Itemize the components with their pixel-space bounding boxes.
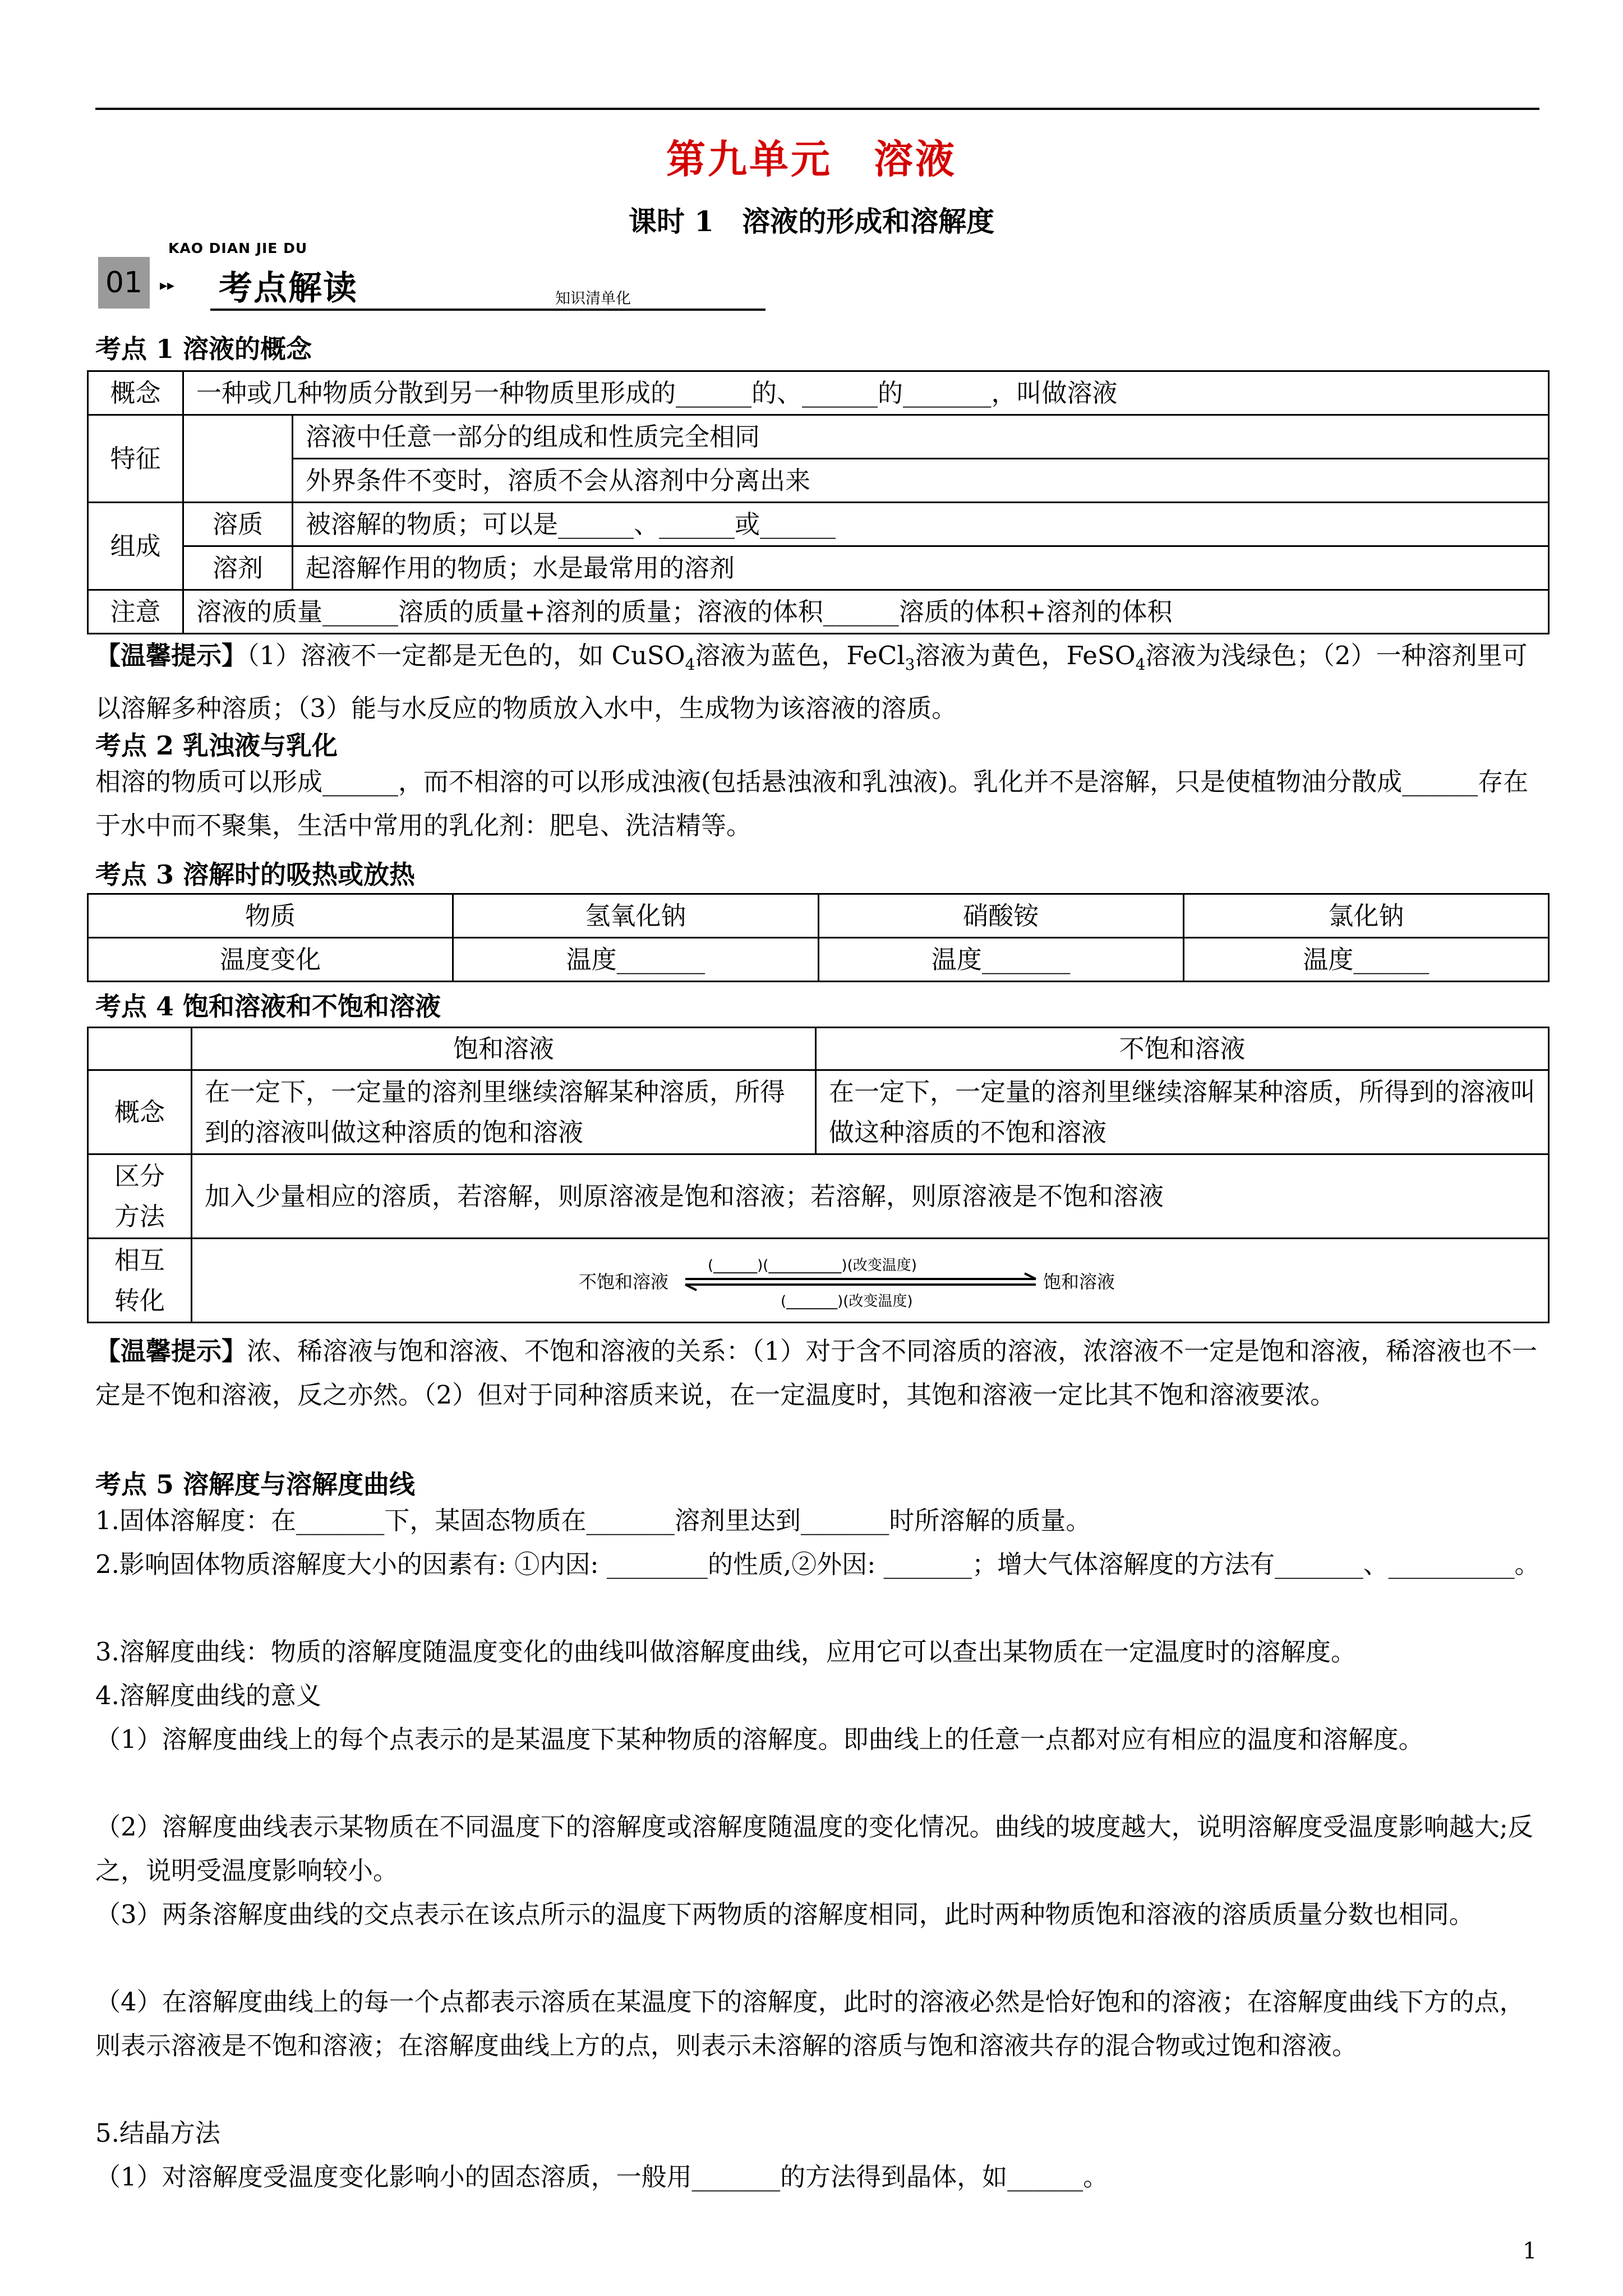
lesson-title: 课时 1 溶液的形成和溶解度 (628, 205, 995, 238)
page-number: 1 (1523, 2238, 1537, 2264)
k4-concept-unsaturated: 在一定下，一定量的溶剂里继续溶解某种溶质，所得到的溶液叫做这种溶质的不饱和溶液 (816, 1070, 1549, 1154)
k3-row-cell: 温度_______ (453, 938, 818, 982)
k3-header-cell: 氢氧化钠 (453, 894, 818, 938)
k3-row-cell: 温度______ (1183, 938, 1548, 982)
k5-p1: 1.固体溶解度：在_______下，某固态物质在_______溶剂里达到_______时所溶解的质量。 (95, 1506, 1091, 1535)
tip1-sub-2: 3 (905, 655, 915, 674)
k1-solute-label: 溶质 (183, 503, 293, 546)
k5-p3: 3.溶解度曲线：物质的溶解度随温度变化的曲线叫做溶解度曲线，应用它可以查出某物质在一定温度时的溶解度。 (95, 1637, 1356, 1667)
banner-title: 考点解读 (219, 269, 358, 308)
k5-p9: 5.结晶方法 (95, 2118, 220, 2148)
tip1-lead: 【温馨提示】 (95, 641, 247, 670)
k5-p10: （1）对溶解度受温度变化影响小的固态溶质，一般用_______的方法得到晶体，如______。 (95, 2162, 1109, 2192)
banner-underline (210, 309, 766, 311)
tip1-text-4: 溶液为浅绿色；（2）一种溶剂里可以溶解多种溶质；（3）能与水反应的物质放入水中，生成物为该溶液的溶质。 (95, 641, 1528, 723)
k3-table (87, 893, 1550, 982)
k4-convert-cell (192, 1239, 1549, 1323)
k1-note-label: 注意 (88, 590, 183, 634)
conv-bottom-conditions: (_______)(改变温度) (780, 1292, 913, 1310)
k5-p8: （4）在溶解度曲线上的每一个点都表示溶质在某温度下的溶解度，此时的溶液必然是恰好饱和的溶液；在溶解度曲线下方的点，则表示溶液是不饱和溶液；在溶解度曲线上方的点，则表示未溶解的溶质与饱和溶液共存的混合物或过饱和溶液。 (95, 1987, 1525, 2060)
tip1-sub-3: 4 (1135, 655, 1146, 674)
tip2-paragraph (95, 1329, 1542, 1417)
k1-solute-text: 被溶解的物质；可以是______、______或______ (293, 503, 1549, 546)
top-rule (95, 108, 1539, 110)
k1-feature-label: 特征 (88, 415, 183, 503)
tip1-sub-1: 4 (685, 655, 695, 674)
conv-right-label: 饱和溶液 (1043, 1271, 1115, 1292)
tip2-lead: 【温馨提示】 (95, 1336, 247, 1366)
k4-concept-label: 概念 (88, 1070, 192, 1154)
tip1-text-2: 溶液为蓝色，FeCl (695, 641, 905, 670)
k4-convert-label: 相互转化 (88, 1239, 192, 1323)
k3-row-cell: 温度变化 (88, 938, 453, 982)
k4-distinguish-text: 加入少量相应的溶质，若溶解，则原溶液是饱和溶液；若溶解，则原溶液是不饱和溶液 (192, 1154, 1549, 1239)
k1-concept-text: 一种或几种物质分散到另一种物质里形成的______的、______的_______，叫做溶液 (183, 371, 1549, 415)
banner-number: 01 (98, 257, 150, 309)
k4-col-unsaturated: 不饱和溶液 (816, 1028, 1549, 1070)
k4-col-saturated: 饱和溶液 (192, 1028, 816, 1070)
k4-heading: 考点 4 饱和溶液和不饱和溶液 (95, 991, 441, 1022)
tip1-text-1: （1）溶液不一定都是无色的，如 CuSO (247, 641, 685, 670)
k1-feature-blank (183, 415, 293, 503)
k5-p5: （1）溶解度曲线上的每个点表示的是某温度下某种物质的溶解度。即曲线上的任意一点都对应有相应的温度和溶解度。 (95, 1724, 1424, 1754)
unit-title: 第九单元 溶液 (666, 136, 957, 182)
k5-p4: 4.溶解度曲线的意义 (95, 1681, 321, 1710)
section-banner (98, 240, 766, 316)
conv-left-label: 不饱和溶液 (578, 1271, 668, 1292)
k1-feature-2: 外界条件不变时，溶质不会从溶剂中分离出来 (293, 459, 1549, 503)
double-arrow-icon: ▸▸ (160, 277, 175, 294)
k1-concept-label: 概念 (88, 371, 183, 415)
k1-table (87, 370, 1550, 634)
tip1-paragraph (95, 634, 1542, 730)
k3-header-cell: 氯化钠 (1183, 894, 1548, 938)
k5-p7: （3）两条溶解度曲线的交点表示在该点所示的温度下两物质的溶解度相同，此时两种物质饱和溶液的溶质质量分数也相同。 (95, 1899, 1474, 1929)
k1-feature-1: 溶液中任意一部分的组成和性质完全相同 (293, 415, 1549, 459)
k5-p2: 2.影响固体物质溶解度大小的因素有: ①内因: ________的性质,②外因: _______；增大气体溶解度的方法有_______、__________。 (95, 1549, 1540, 1579)
banner-subtitle: 知识清单化 (555, 290, 631, 307)
banner-pinyin: KAO DIAN JIE DU (168, 240, 308, 256)
k1-solvent-label: 溶剂 (183, 546, 293, 590)
k3-heading: 考点 3 溶解时的吸热或放热 (95, 859, 416, 890)
k3-row-cell: 温度_______ (818, 938, 1183, 982)
k5-heading: 考点 5 溶解度与溶解度曲线 (95, 1469, 416, 1499)
k3-header-cell: 硝酸铵 (818, 894, 1183, 938)
tip1-text-3: 溶液为黄色，FeSO (915, 641, 1136, 670)
k1-note-text: 溶液的质量______溶质的质量+溶剂的质量；溶液的体积______溶质的体积+溶剂的体积 (183, 590, 1549, 634)
conv-top-conditions: (______)(__________)(改变温度) (707, 1257, 917, 1274)
k4-distinguish-label: 区分方法 (88, 1154, 192, 1239)
k4-table (87, 1027, 1550, 1323)
k1-comp-label: 组成 (88, 503, 183, 590)
k1-solvent-text: 起溶解作用的物质；水是最常用的溶剂 (293, 546, 1549, 590)
conversion-diagram (579, 1250, 1162, 1312)
k2-heading: 考点 2 乳浊液与乳化 (95, 730, 338, 761)
tip2-text: 浓、稀溶液与饱和溶液、不饱和溶液的关系：（1）对于含不同溶质的溶液，浓溶液不一定是饱和溶液，稀溶液也不一定是不饱和溶液，反之亦然。（2）但对于同种溶质来说，在一定温度时，其饱和溶液一定比其不饱和溶液要浓。 (95, 1336, 1538, 1410)
k4-corner-cell (88, 1028, 192, 1070)
k3-header-cell: 物质 (88, 894, 453, 938)
k2-paragraph: 相溶的物质可以形成______，而不相溶的可以形成浊液(包括悬浊液和乳浊液)。乳化并不是溶解，只是使植物油分散成______存在于水中而不聚集，生活中常用的乳化剂：肥皂、洗洁精等。 (95, 767, 1529, 840)
k4-concept-saturated: 在一定下，一定量的溶剂里继续溶解某种溶质，所得到的溶液叫做这种溶质的饱和溶液 (192, 1070, 816, 1154)
k1-heading: 考点 1 溶液的概念 (95, 334, 312, 364)
k5-p6: （2）溶解度曲线表示某物质在不同温度下的溶解度或溶解度随温度的变化情况。曲线的坡度越大，说明溶解度受温度影响越大;反之，说明受温度影响较小。 (95, 1812, 1533, 1885)
